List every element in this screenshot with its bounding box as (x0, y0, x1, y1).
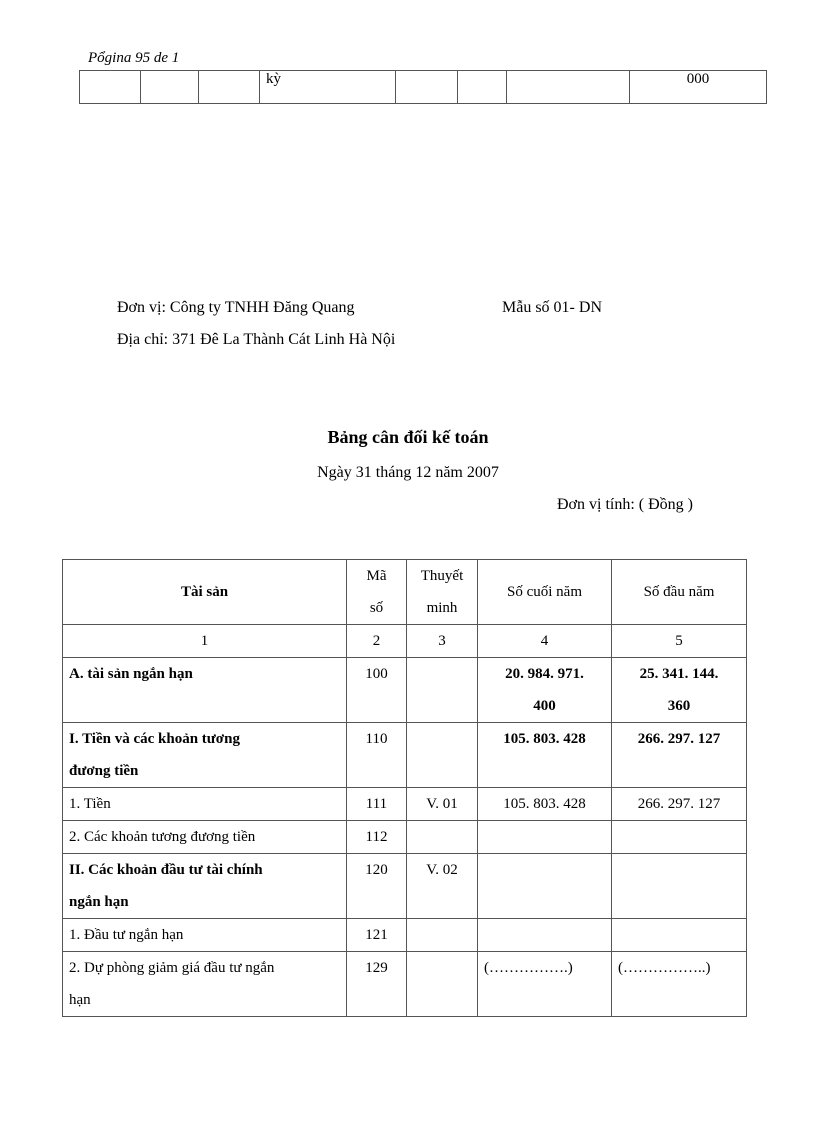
row-label-line1: 2. Các khoản tương đương tiền (69, 829, 256, 845)
table-cell: kỳ (260, 71, 396, 104)
balance-sheet-table (62, 559, 747, 1017)
row-note (407, 821, 478, 854)
col-header-note-line1: Thuyết (420, 568, 464, 584)
table-cell (199, 71, 260, 104)
form-number: Mẫu số 01- DN (502, 299, 602, 316)
row-start-year-line1: 25. 341. 144. (639, 666, 719, 682)
table-cell (507, 71, 630, 104)
row-label-line1: I. Tiền và các khoản tương (69, 731, 240, 747)
col-header-code-line1: Mã (366, 568, 387, 584)
row-label-line1: 1. Tiền (69, 796, 111, 812)
table-row (63, 952, 747, 1017)
row-label-line1: 2. Dự phòng giảm giá đầu tư ngắn (69, 960, 275, 976)
header-row (63, 560, 747, 625)
row-start-year (612, 821, 747, 854)
row-code: 120 (347, 854, 407, 919)
col-header-note-line2: minh (426, 600, 458, 616)
row-label (63, 919, 347, 952)
row-end-year (478, 723, 612, 788)
row-start-year (612, 788, 747, 821)
table-row (63, 854, 747, 919)
row-label-line2: hạn (69, 992, 91, 1008)
row-note (407, 952, 478, 1017)
table-row (63, 788, 747, 821)
row-end-year (478, 658, 612, 723)
col-header-end-year: Số cuối năm (478, 560, 612, 625)
row-code: 110 (347, 723, 407, 788)
document-date: Ngày 31 tháng 12 năm 2007 (317, 464, 499, 481)
document-title: Bảng cân đối kế toán (327, 427, 489, 447)
row-start-year (612, 723, 747, 788)
row-note (407, 723, 478, 788)
row-note: V. 01 (407, 788, 478, 821)
table-cell (396, 71, 458, 104)
row-end-year (478, 788, 612, 821)
row-start-year-line2: 360 (667, 698, 691, 714)
row-label-line1: II. Các khoản đầu tư tài chính (69, 862, 263, 878)
col-header-code-line2: số (369, 600, 384, 616)
row-end-year (478, 821, 612, 854)
col-header-asset: Tài sản (63, 560, 347, 625)
col-index: 4 (478, 625, 612, 658)
row-start-year-line1: 266. 297. 127 (637, 796, 721, 812)
col-header-note (407, 560, 478, 625)
top-table-fragment (79, 70, 767, 104)
row-code: 121 (347, 919, 407, 952)
table-row (63, 919, 747, 952)
table-cell (141, 71, 199, 104)
row-start-year-line1: (……………..) (618, 960, 711, 976)
row-start-year (612, 919, 747, 952)
table-cell (80, 71, 141, 104)
row-label-line1: A. tài sản ngắn hạn (69, 666, 193, 682)
row-label-line2: đương tiền (69, 763, 139, 779)
row-end-year (478, 854, 612, 919)
col-index: 1 (63, 625, 347, 658)
row-end-year-line1: 105. 803. 428 (503, 731, 586, 747)
col-header-start-year: Số đầu năm (612, 560, 747, 625)
table-cell: 000 (630, 71, 767, 104)
row-note (407, 658, 478, 723)
row-code: 100 (347, 658, 407, 723)
row-start-year (612, 854, 747, 919)
row-end-year-line1: 105. 803. 428 (503, 796, 586, 812)
row-label (63, 821, 347, 854)
col-index: 3 (407, 625, 478, 658)
row-end-year (478, 919, 612, 952)
row-label (63, 952, 347, 1017)
currency-unit: Đơn vị tính: ( Đồng ) (557, 496, 694, 513)
col-header-code (347, 560, 407, 625)
row-label (63, 723, 347, 788)
row-note: V. 02 (407, 854, 478, 919)
row-label-line2: ngắn hạn (69, 894, 129, 910)
table-row (63, 658, 747, 723)
company-address: Địa chỉ: 371 Đê La Thành Cát Linh Hà Nội (117, 331, 396, 348)
table-row (63, 723, 747, 788)
row-note (407, 919, 478, 952)
row-end-year-line1: 20. 984. 971. (505, 666, 584, 682)
row-end-year-line1: (…………….) (484, 960, 573, 976)
row-end-year-line2: 400 (533, 698, 556, 714)
page-label: Pổgina 95 de 1 (88, 50, 180, 66)
row-start-year (612, 952, 747, 1017)
row-label (63, 788, 347, 821)
col-index: 5 (612, 625, 747, 658)
table-body (63, 658, 747, 1017)
row-code: 112 (347, 821, 407, 854)
row-label (63, 658, 347, 723)
row-label (63, 854, 347, 919)
table-row (80, 71, 767, 104)
col-index: 2 (347, 625, 407, 658)
row-code: 129 (347, 952, 407, 1017)
row-label-line1: 1. Đầu tư ngắn hạn (69, 927, 184, 943)
row-end-year (478, 952, 612, 1017)
column-index-row (63, 625, 747, 658)
row-start-year-line1: 266. 297. 127 (637, 731, 721, 747)
company-unit: Đơn vị: Công ty TNHH Đăng Quang (117, 299, 355, 316)
row-start-year (612, 658, 747, 723)
table-row (63, 821, 747, 854)
row-code: 111 (347, 788, 407, 821)
table-cell (458, 71, 507, 104)
